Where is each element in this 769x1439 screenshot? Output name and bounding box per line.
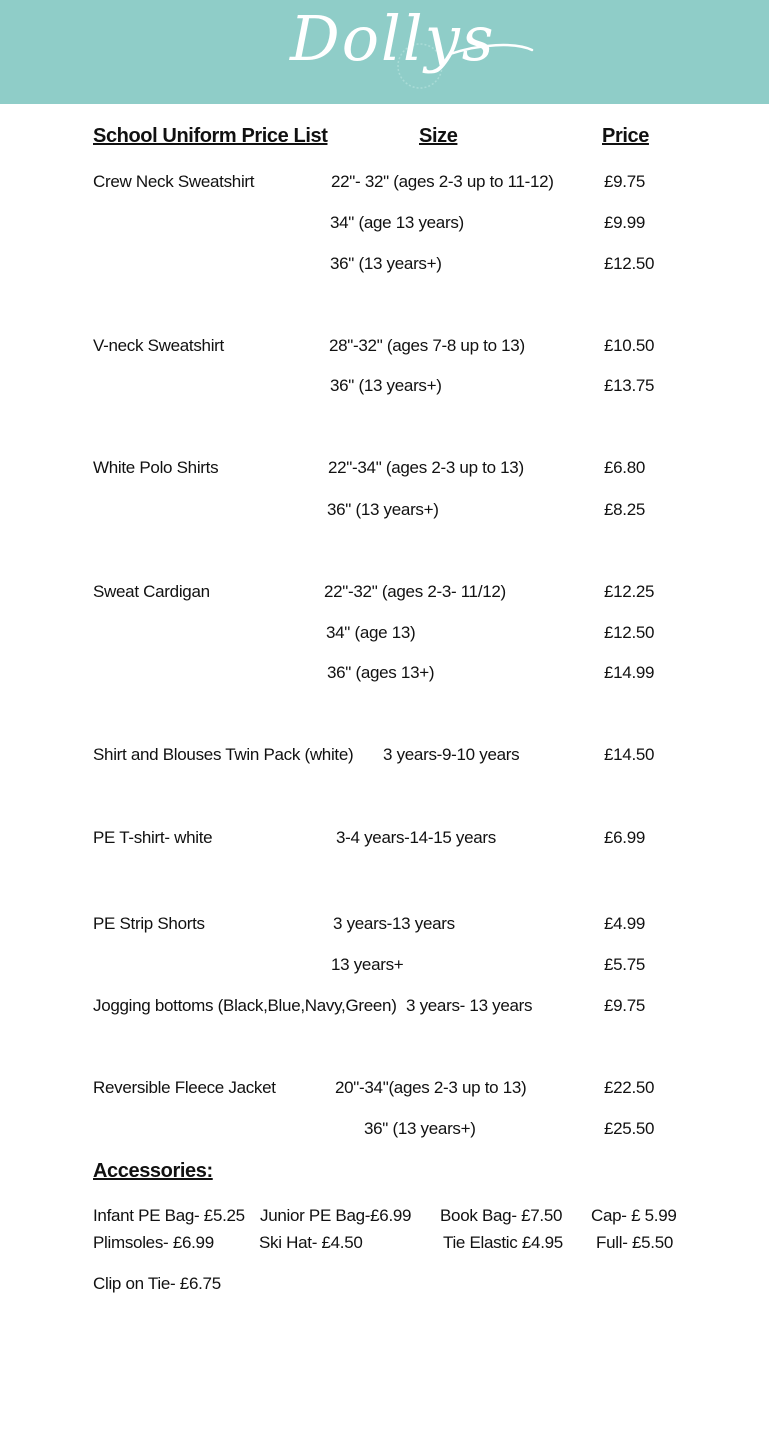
item-size: 36" (13 years+) <box>364 1119 476 1138</box>
item-name: V-neck Sweatshirt <box>93 336 224 355</box>
item-name: Crew Neck Sweatshirt <box>93 172 255 191</box>
item-price: £6.99 <box>604 828 646 847</box>
item-size: 3 years-9-10 years <box>383 745 520 764</box>
item-price: £6.80 <box>604 458 646 477</box>
item-size: 22"-34" (ages 2-3 up to 13) <box>328 458 524 477</box>
item-price: £9.99 <box>604 213 646 232</box>
item-price: £9.75 <box>604 172 646 191</box>
item-name: Shirt and Blouses Twin Pack (white) <box>93 745 354 764</box>
price-column-header: Price <box>602 125 649 147</box>
accessory-item: Ski Hat- £4.50 <box>259 1233 363 1252</box>
item-size: 34" (age 13) <box>326 623 416 642</box>
item-size: 22"- 32" (ages 2-3 up to 11-12) <box>331 172 554 191</box>
accessory-item: Tie Elastic £4.95 <box>443 1233 563 1252</box>
item-size: 36" (13 years+) <box>330 254 442 273</box>
item-price: £25.50 <box>604 1119 655 1138</box>
size-column-header: Size <box>419 125 458 147</box>
accessory-item: Junior PE Bag-£6.99 <box>260 1206 412 1225</box>
accessory-item: Infant PE Bag- £5.25 <box>93 1206 245 1225</box>
item-size: 3-4 years-14-15 years <box>336 828 496 847</box>
item-price: £12.50 <box>604 623 655 642</box>
item-size: 22"-32" (ages 2-3- 11/12) <box>324 582 506 601</box>
item-price: £22.50 <box>604 1078 655 1097</box>
item-name: PE T-shirt- white <box>93 828 213 847</box>
item-name: Reversible Fleece Jacket <box>93 1078 276 1097</box>
item-price: £5.75 <box>604 955 646 974</box>
item-size: 36" (ages 13+) <box>327 663 435 682</box>
accessory-item: Clip on Tie- £6.75 <box>93 1274 221 1293</box>
item-size: 34" (age 13 years) <box>330 213 464 232</box>
item-price: £14.50 <box>604 745 655 764</box>
item-size: 20"-34"(ages 2-3 up to 13) <box>335 1078 527 1097</box>
accessory-item: Book Bag- £7.50 <box>440 1206 563 1225</box>
item-price: £12.50 <box>604 254 655 273</box>
item-size: 36" (13 years+) <box>327 500 439 519</box>
item-name: White Polo Shirts <box>93 458 219 477</box>
item-price: £12.25 <box>604 582 655 601</box>
item-size: 36" (13 years+) <box>330 376 442 395</box>
item-price: £8.25 <box>604 500 646 519</box>
accessory-item: Plimsoles- £6.99 <box>93 1233 214 1252</box>
accessories-heading: Accessories: <box>93 1160 213 1182</box>
item-price: £9.75 <box>604 996 646 1015</box>
item-price: £13.75 <box>604 376 655 395</box>
item-size: 3 years-13 years <box>333 914 455 933</box>
item-price: £10.50 <box>604 336 655 355</box>
item-size: 13 years+ <box>331 955 404 974</box>
item-name: Jogging bottoms (Black,Blue,Navy,Green) <box>93 996 397 1015</box>
item-price: £14.99 <box>604 663 655 682</box>
item-name: Sweat Cardigan <box>93 582 210 601</box>
item-name: PE Strip Shorts <box>93 914 205 933</box>
item-size: 28"-32" (ages 7-8 up to 13) <box>329 336 525 355</box>
logo-text: Dollys <box>290 2 496 75</box>
item-size: 3 years- 13 years <box>406 996 533 1015</box>
item-price: £4.99 <box>604 914 646 933</box>
accessory-item: Cap- £ 5.99 <box>591 1206 677 1225</box>
price-list-title: School Uniform Price List <box>93 125 328 147</box>
accessory-item: Full- £5.50 <box>596 1233 674 1252</box>
